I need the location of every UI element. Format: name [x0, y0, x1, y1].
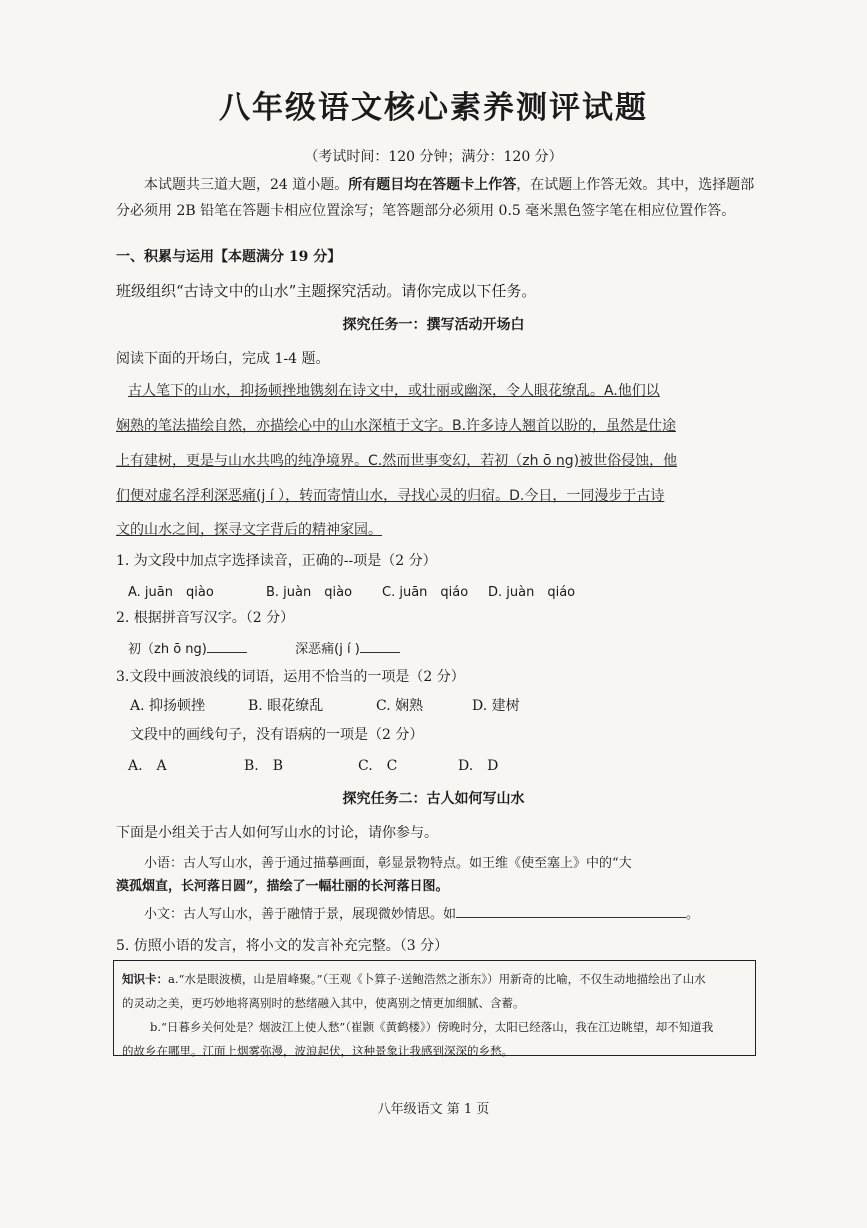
card-line-4: 的故乡在哪里。江面上烟雾弥漫，波浪起伏，这种景象让我感到深深的乡愁。 [122, 1044, 513, 1058]
q2-blank2[interactable] [360, 640, 400, 653]
q4-option-d: D. D [458, 758, 499, 774]
exam-info: （考试时间：120 分钟；满分：120 分） [304, 149, 563, 165]
instructions-part1: 本试题共三道大题，24 道小题。 [144, 177, 349, 193]
q2-blank1[interactable] [207, 640, 247, 653]
q2-item1: 初（zh ō ng) [128, 642, 207, 657]
q1-option-b: B. juàn qiào [266, 585, 353, 600]
xiaowen-line [144, 903, 699, 922]
xiaoyu-line-2: 漠孤烟直，长河落日圆”，描绘了一幅壮丽的长河落日图。 [116, 879, 449, 894]
q3-option-a: A. 抑扬顿挫 [130, 698, 206, 714]
passage-text-3: 上有建树，更是与山水共鸣的纯净境界。C.然而世事变幻，若初（zh ō ng)被世俗侵蚀，他 [116, 453, 678, 469]
q2-items [128, 638, 400, 657]
q1-option-a: A. juān qiào [128, 585, 214, 600]
passage-line-2 [116, 415, 716, 435]
q1-option-d: D. juàn qiáo [488, 585, 576, 600]
passage-line-3 [116, 450, 716, 470]
task1-prompt: 阅读下面的开场白，完成 1-4 题。 [116, 351, 330, 367]
card-line-3: b.“日暮乡关何处是？烟波江上使人愁”（崔颢《黄鹤楼》）傍晚时分，太阳已经落山，我在江边眺望，却不知道我 [150, 1020, 714, 1034]
instructions-part3: ，在试题上作答无效。其中，选择题部分必须用 2B 铅笔在答题卡相应位置涂写；笔答题部分必须用 0.5 毫米黑色签字笔在相应位置作答。 [116, 177, 755, 219]
xiaowen-end: 。 [686, 907, 700, 922]
card-text-1: a.“水是眼波横，山是眉峰聚。”（王观《卜算子·送鲍浩然之浙东》）用新奇的比喻，不仅生动地描绘出了山水 [168, 972, 706, 986]
passage-line-4 [116, 485, 716, 505]
q5-stem: 5. 仿照小语的发言，将小文的发言补充完整。（3 分） [116, 938, 449, 954]
xiaowen-text: 小文：古人写山水，善于融情于景，展现微妙情思。如 [144, 907, 457, 922]
q3-option-c: C. 娴熟 [376, 698, 424, 714]
xiaoyu-line-1: 小语：古人写山水，善于通过描摹画面，彰显景物特点。如王维《使至塞上》中的“大 [144, 856, 632, 871]
passage-line-1 [128, 380, 728, 400]
instructions [116, 172, 756, 224]
task2-heading: 探究任务二：古人如何写山水 [342, 791, 525, 807]
q2-item2: 深恶痛(j í ) [295, 642, 360, 657]
q3-option-d: D. 建树 [472, 698, 520, 714]
section1-heading: 一、积累与运用【本题满分 19 分】 [116, 249, 342, 265]
passage-text-1: 古人笔下的山水，抑扬顿挫地镌刻在诗文中，或壮丽或幽深，令人眼花缭乱。A.他们以 [128, 383, 660, 399]
card-label: 知识卡： [122, 972, 168, 986]
task2-intro: 下面是小组关于古人如何写山水的讨论，请你参与。 [116, 825, 438, 841]
section1-intro: 班级组织“古诗文中的山水”主题探究活动。请你完成以下任务。 [116, 282, 537, 300]
q4-option-b: B. B [244, 758, 284, 774]
q3-option-b: B. 眼花缭乱 [248, 698, 324, 714]
q3-stem: 3.文段中画波浪线的词语，运用不恰当的一项是（2 分） [116, 669, 465, 685]
card-line-1 [122, 967, 747, 991]
q4-stem: 文段中的画线句子，没有语病的一项是（2 分） [130, 727, 424, 743]
instructions-bold: 所有题目均在答题卡上作答 [348, 177, 517, 193]
passage-text-5: 文的山水之间，探寻文字背后的精神家园。 [116, 522, 382, 538]
card-line-2: 的灵动之美，更巧妙地将离别时的愁绪融入其中，使离别之情更加细腻、含蓄。 [122, 996, 525, 1010]
q2-stem: 2. 根据拼音写汉字。（2 分） [116, 610, 295, 626]
passage-text-4: 们便对虚名浮利深恶痛(j í ），转而寄情山水，寻找心灵的归宿。D.今日，一同漫步于古诗 [116, 488, 665, 504]
page-title: 八年级语文核心素养测评试题 [219, 90, 648, 126]
q1-stem: 1. 为文段中加点字选择读音，正确的--项是（2 分） [116, 553, 437, 569]
passage-line-5 [116, 519, 716, 539]
passage-text-2: 娴熟的笔法描绘自然，亦描绘心中的山水深植于文字。B.许多诗人翘首以盼的，虽然是仕途 [116, 418, 677, 434]
q4-option-c: C. C [358, 758, 398, 774]
q4-option-a: A. A [128, 758, 167, 774]
knowledge-card [113, 960, 756, 1056]
page-footer: 八年级语文 第 1 页 [377, 1102, 490, 1117]
xiaowen-answer-blank[interactable] [456, 905, 686, 918]
q1-option-c: C. juān qiáo [382, 585, 469, 600]
task1-heading: 探究任务一：撰写活动开场白 [342, 317, 525, 333]
